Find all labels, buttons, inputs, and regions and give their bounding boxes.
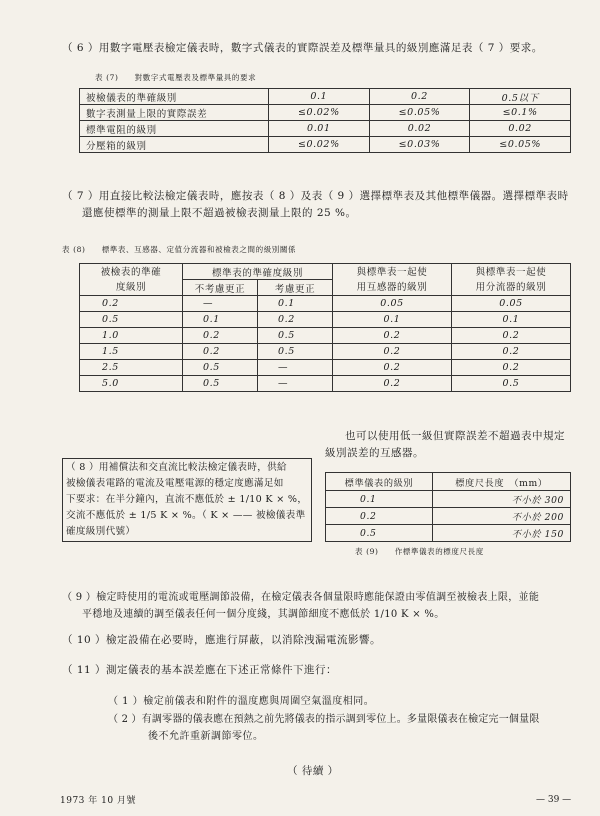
table-row: [80, 344, 571, 360]
table-cell: 被檢儀表的準確級別: [80, 89, 269, 105]
table-8: [79, 263, 571, 392]
table-cell: 0.5以下: [470, 89, 571, 105]
table-cell: 0.1: [258, 296, 333, 312]
table-header-shunt: 與標準表一起使 用分流器的級別: [452, 264, 571, 296]
note-right-line-1: 也可以使用低一級但實際誤差不超過表中規定: [345, 430, 565, 442]
item-11-sub-2-line-2: 後不允許重新調節零位。: [148, 731, 264, 742]
table-cell: 0.05: [333, 296, 452, 312]
continued-note: （ 待續 ）: [287, 765, 339, 777]
item-9-line-2: 平穩地及連續的調至儀表任何一個分度綫，其調節細度不應低於 1/10 K × %。: [82, 609, 445, 620]
table-header-accuracy: 被檢表的準確 度級別: [80, 264, 183, 296]
table-header-standard-group: 標準表的準確度級別: [183, 264, 333, 280]
table-cell: 0.2: [333, 328, 452, 344]
table-cell: 0.1: [326, 491, 433, 508]
item-6-text: （ 6 ）用數字電壓表檢定儀表時，數字式儀表的實際誤差及標準量具的級別應滿足表（ 7 ）要求。: [62, 42, 543, 54]
table-cell: 標準電阻的級別: [80, 121, 269, 137]
table-cell: —: [258, 376, 333, 392]
table-cell: 0.2: [452, 328, 571, 344]
table-cell: 0.1: [269, 89, 370, 105]
table-9-caption: 表 (9) 作標準儀表的標度尺長度: [355, 547, 484, 556]
table-row: [326, 508, 571, 525]
table-cell: ≤0.02%: [269, 137, 370, 153]
table-cell: 0.2: [80, 296, 183, 312]
table-cell: 0.1: [333, 312, 452, 328]
table-cell: ≤0.02%: [269, 105, 370, 121]
table-cell: ≤0.03%: [369, 137, 470, 153]
table-row: [80, 264, 571, 280]
table-cell: 0.5: [183, 376, 258, 392]
table-cell: 不小於 150: [432, 525, 570, 542]
table-8-caption: 表 (8) 標準表、互感器、定值分流器和被檢表之間的級別關係: [62, 245, 297, 254]
table-cell: 0.01: [269, 121, 370, 137]
table-cell: 0.5: [80, 312, 183, 328]
table-cell: 0.2: [326, 508, 433, 525]
item-10-text: （ 10 ）檢定設備在必要時，應進行屏蔽，以消除洩漏電流影響。: [62, 634, 382, 646]
table-row: [80, 360, 571, 376]
table-header-with-correction: 考慮更正: [258, 280, 333, 296]
table-cell: 0.2: [369, 89, 470, 105]
table-cell: 5.0: [80, 376, 183, 392]
table-cell: 0.5: [258, 328, 333, 344]
page-number: — 39 —: [536, 795, 572, 805]
footer-date: 1973 年 10 月號: [60, 796, 136, 806]
table-cell: 不小於 300: [432, 491, 570, 508]
table-9: [325, 472, 571, 542]
table-cell: 0.2: [258, 312, 333, 328]
item-11-sub-1: （ 1 ）檢定前儀表和附件的溫度應與周圍空氣溫度相同。: [108, 696, 375, 707]
item-9-line-1: （ 9 ）檢定時使用的電流或電壓調節設備，在檢定儀表各個量限時應能保證由零值調至被檢表上限，並能: [62, 592, 540, 603]
table-cell: 不小於 200: [432, 508, 570, 525]
table-cell: 0.02: [369, 121, 470, 137]
table-row: [80, 105, 571, 121]
table-row: [80, 89, 571, 105]
table-row: [80, 376, 571, 392]
table-cell: 0.1: [183, 312, 258, 328]
table-cell: 1.5: [80, 344, 183, 360]
table-cell: —: [183, 296, 258, 312]
table-cell: 0.5: [258, 344, 333, 360]
table-cell: 0.2: [452, 344, 571, 360]
table-cell: 0.5: [452, 376, 571, 392]
note-right-line-2: 級別誤差的互感器。: [325, 447, 424, 459]
table-cell: 0.02: [470, 121, 571, 137]
table-row: [326, 525, 571, 542]
item-7-line-1: （ 7 ）用直接比較法檢定儀表時，應按表（ 8 ）及表（ 9 ）選擇標準表及其他標準儀器。選擇標準表時: [62, 190, 569, 202]
table-cell: 標度尺長度 （mm）: [432, 473, 570, 491]
table-cell: 0.2: [333, 344, 452, 360]
table-cell: 0.2: [452, 360, 571, 376]
table-7: [79, 88, 571, 153]
table-row: [80, 328, 571, 344]
table-cell: 0.2: [183, 328, 258, 344]
table-row: [80, 312, 571, 328]
table-cell: 0.5: [326, 525, 433, 542]
table-header-no-correction: 不考慮更正: [183, 280, 258, 296]
table-cell: —: [258, 360, 333, 376]
table-row: [80, 121, 571, 137]
item-7-line-2: 還應使標準的測量上限不超過被檢表測量上限的 25 %。: [82, 207, 357, 219]
table-cell: 0.5: [183, 360, 258, 376]
table-cell: 數字表測量上限的實際誤差: [80, 105, 269, 121]
table-cell: 標準儀表的級別: [326, 473, 433, 491]
table-7-caption: 表 (7) 對數字式電壓表及標準量具的要求: [95, 73, 257, 82]
table-cell: ≤0.05%: [369, 105, 470, 121]
table-row: [326, 491, 571, 508]
table-cell: 0.05: [452, 296, 571, 312]
table-cell: 0.2: [333, 376, 452, 392]
item-11-text: （ 11 ）測定儀表的基本誤差應在下述正常條件下進行：: [62, 664, 338, 676]
table-cell: 1.0: [80, 328, 183, 344]
table-cell: 分壓箱的級別: [80, 137, 269, 153]
table-cell: ≤0.1%: [470, 105, 571, 121]
table-row: [326, 473, 571, 491]
item-8-text: （ 8 ）用補償法和交直流比較法檢定儀表時，供給 被檢儀表電路的電流及電壓電源的穩定度應滿足如 下要求：在半分鐘內，直流不應低於 ± 1/10 K × %， 交流不應低於 ± 1/5 K × %。（ K × —— 被檢儀表準 確度級別代號）: [66, 462, 308, 537]
table-row: [80, 296, 571, 312]
table-header-transformer: 與標準表一起使 用互感器的級別: [333, 264, 452, 296]
table-cell: 2.5: [80, 360, 183, 376]
item-11-sub-2-line-1: （ 2 ）有調零器的儀表應在預熱之前先將儀表的指示調到零位上。多量限儀表在檢定完一個量限: [108, 714, 540, 725]
table-cell: 0.2: [183, 344, 258, 360]
table-cell: 0.1: [452, 312, 571, 328]
table-cell: 0.2: [333, 360, 452, 376]
table-cell: ≤0.05%: [470, 137, 571, 153]
table-row: [80, 137, 571, 153]
